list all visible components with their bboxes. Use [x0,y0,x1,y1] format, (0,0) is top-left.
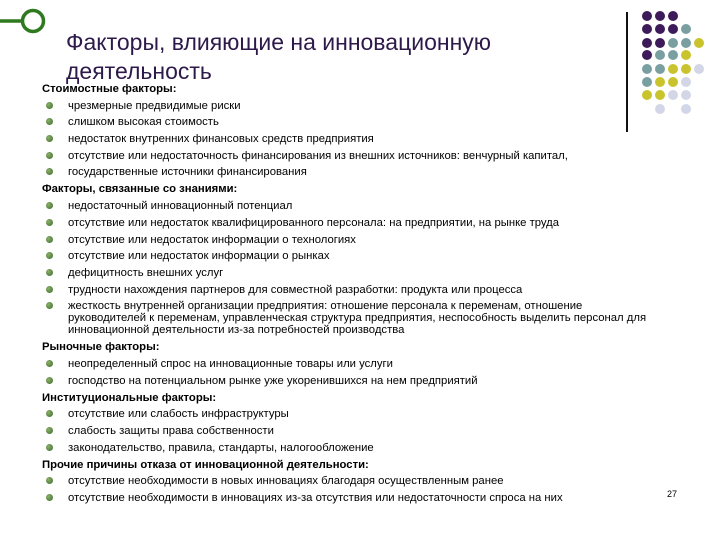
list-item-text: господство на потенциальном рынке уже укоренившихся на нем предприятий [68,374,478,387]
decorative-dot [668,50,678,60]
bullet-icon [46,302,53,309]
list-item-text: слабость защиты права собственности [68,425,274,437]
decorative-dot [668,64,678,74]
bullet-icon [46,444,53,451]
decorative-dot [655,77,665,87]
decorative-dot [694,64,704,74]
decorative-dot [668,90,678,100]
bullet-icon [46,252,53,259]
list-item [42,425,652,437]
page-number: 27 [667,489,678,499]
list-item-text: отсутствие или слабость инфраструктуры [68,408,289,421]
list-item [42,200,652,212]
list-item [42,492,652,504]
slide-body [42,83,652,504]
list-item [42,234,652,246]
bullet-icon [46,152,53,159]
section-heading: Рыночные факторы: [42,341,160,354]
decorative-dot [668,11,678,21]
bullet-icon [46,118,53,125]
decorative-dot [681,77,691,87]
decorative-dot [655,38,665,48]
list-item-text: дефицитность внешних услуг [68,266,224,279]
section-heading: Прочие причины отказа от инновационной деятельности: [42,458,369,471]
bullet-icon [46,427,53,434]
list-item [42,267,652,279]
list-item [42,300,652,336]
decorative-dot [681,64,691,74]
decorative-dot [655,24,665,34]
decorative-dot [642,24,652,34]
decorative-dot [655,64,665,74]
list-item-text: законодательство, правила, стандарты, налогообложение [68,441,374,454]
list-item-text: недостаток внутренних финансовых средств предприятия [68,133,374,146]
decorative-dot [642,64,652,74]
list-item [42,250,652,262]
bullet-icon [46,202,53,209]
list-item-text: отсутствие или недостаток информации о рынках [68,250,330,263]
list-item-text: недостаточный инновационный потенциал [68,200,293,213]
list-item-text: отсутствие необходимости в инновациях из-за отсутствия или недостаточности спроса на них [68,492,563,505]
list-item-text: слишком высокая стоимость [68,116,219,129]
list-item [42,217,652,229]
list-item [42,442,652,454]
list-item-text: жесткость внутренней организации предприятия: отношение персонала к переменам, отношение руководителей к переменам, управленческая структура предприятия, неспособность выделить персонал для инновационной деятельности из-за потребностей производства [68,300,647,337]
decorative-dot [655,104,665,114]
list-item [42,284,652,296]
section-heading: Институциональные факторы: [42,391,217,404]
decorative-dot [642,50,652,60]
list-item [42,166,652,178]
list-item-text: отсутствие или недостаток информации о технологиях [68,233,356,246]
bullet-icon [46,102,53,109]
bullet-icon [46,236,53,243]
decorative-dot [655,50,665,60]
bullet-icon [46,135,53,142]
decorative-dot [642,38,652,48]
list-item [42,133,652,145]
bullet-icon [46,477,53,484]
list-item-text: отсутствие или недостаточность финансирования из внешних источников: венчурный капитал, [68,149,568,162]
list-item [42,408,652,420]
slide-title: Факторы, влияющие на инновационную деятельность [66,29,492,84]
decorative-dot [681,90,691,100]
list-item [42,475,652,487]
bullet-icon [46,410,53,417]
bullet-icon [46,269,53,276]
decorative-dot [681,24,691,34]
list-item-text: отсутствие необходимости в новых инновациях благодаря осуществленным ранее [68,475,504,488]
bullet-icon [46,360,53,367]
bullet-icon [46,377,53,384]
section-heading: Стоимостные факторы: [42,83,177,95]
list-item-text: трудности нахождения партнеров для совместной разработки: продукта или процесса [68,283,523,296]
decorative-dot [694,38,704,48]
bullet-icon [46,494,53,501]
decorative-dot [655,90,665,100]
list-item [42,100,652,112]
decorative-dot [668,24,678,34]
decorative-dot [681,104,691,114]
bullet-icon [46,219,53,226]
decorative-dot [655,11,665,21]
list-item-text: отсутствие или недостаток квалифицированного персонала: на предприятии, на рынке труда [68,216,560,229]
list-item [42,358,652,370]
list-item [42,150,652,162]
list-item-text: государственные источники финансирования [68,166,307,179]
decorative-dot [668,38,678,48]
list-item [42,116,652,128]
decorative-dot [681,50,691,60]
bullet-icon [46,286,53,293]
logo-circle-icon [0,0,60,45]
decorative-dot [642,11,652,21]
decorative-dot [681,38,691,48]
decorative-dot [668,77,678,87]
list-item-text: чрезмерные предвидимые риски [68,99,241,112]
list-item-text: неопределенный спрос на инновационные товары или услуги [68,357,393,370]
bullet-icon [46,168,53,175]
section-heading: Факторы, связанные со знаниями: [42,183,238,196]
list-item [42,375,652,387]
